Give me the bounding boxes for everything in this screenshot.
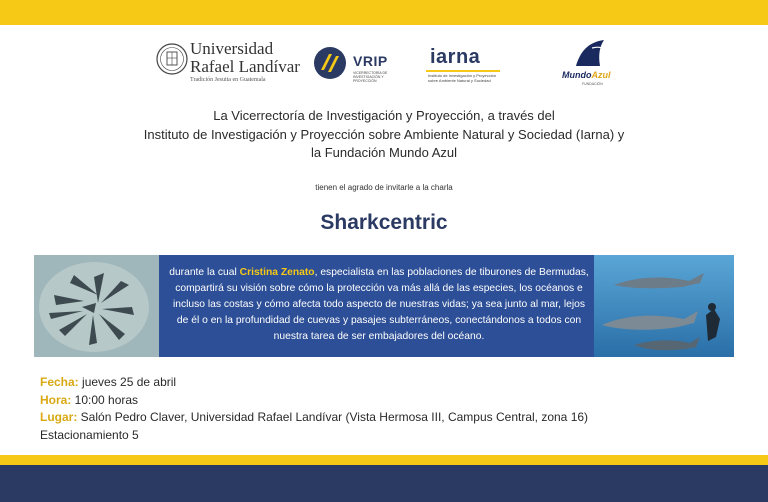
url-name-line2: Rafael Landívar (190, 57, 300, 76)
shark-diver-photo (594, 255, 734, 357)
hora-row (40, 392, 588, 410)
intro-line-1: La Vicerrectoría de Investigación y Proyección, a través del (213, 108, 555, 123)
iarna-logo (424, 46, 504, 84)
bottom-accent-bar (0, 455, 768, 465)
iarna-underline (426, 70, 500, 72)
hora-label: Hora: (40, 392, 72, 407)
url-name-line1: Universidad (190, 39, 274, 58)
url-tagline: Tradición Jesuita en Guatemala (190, 77, 266, 83)
description-band (34, 255, 734, 357)
mundo-azul-wordmark (562, 70, 611, 80)
fecha-label: Fecha: (40, 375, 79, 389)
parking-row: Estacionamiento 5 (40, 427, 139, 442)
vrip-circle-icon (313, 46, 347, 80)
talk-title: Sharkcentric (320, 211, 448, 234)
fecha-row (40, 374, 588, 392)
lugar-value: Salón Pedro Claver, Universidad Rafael Landívar (Vista Hermosa III, Campus Central, zona 16) (77, 410, 589, 424)
iarna-wordmark: iarna (430, 46, 481, 68)
mundo-azul-subtitle: FUNDACIÓN (582, 82, 603, 86)
intro-text (0, 107, 768, 163)
lugar-label: Lugar: (40, 410, 78, 424)
azul-word: Azul (591, 70, 611, 80)
iarna-subtitle: Instituto de Investigación y Proyección sobre Ambiente Natural y Sociedad (428, 73, 497, 83)
description-body: , especialista en las poblaciones de tiburones de Bermudas, compartirá su visión sobre cómo la protección va más allá de las especies, los océanos e incluso las costas y cómo afecta todo aspecto de nuestras vidas; ya sea junto al mar, lejos de él o en la profundidad de cuevas y pasajes subterráneos, conectándonos a todos con nuestra tarea de ser embajadores del océano. (172, 267, 589, 342)
intro-line-2: Instituto de Investigación y Proyección sobre Ambiente Natural y Sociedad (Iarna) y (143, 126, 625, 142)
lugar-row (40, 409, 588, 427)
university-seal-icon (156, 41, 188, 77)
mundo-word: Mundo (562, 70, 592, 80)
vrip-logo (313, 46, 403, 82)
event-details (40, 374, 588, 444)
intro-line-3: la Fundación Mundo Azul (311, 145, 457, 160)
speaker-name: Cristina Zenato (239, 267, 315, 278)
description-text (169, 265, 589, 345)
url-logo (156, 39, 300, 84)
shark-fin-icon (574, 38, 608, 68)
hora-value: 10:00 horas (71, 392, 139, 407)
top-accent-bar (0, 0, 768, 25)
vrip-subtitle: VICERRECTORÍA DE INVESTIGACIÓN Y PROYECCIÓN (353, 71, 388, 83)
fecha-value: jueves 25 de abril (78, 375, 177, 389)
vrip-wordmark: VRIP (353, 53, 388, 69)
description-intro: durante la cual (169, 267, 240, 278)
bottom-footer-bar (0, 465, 768, 502)
shark-circle-photo (34, 255, 159, 357)
mundo-azul-logo (560, 38, 624, 88)
invite-text: tienen el agrado de invitarle a la charla (315, 183, 453, 192)
